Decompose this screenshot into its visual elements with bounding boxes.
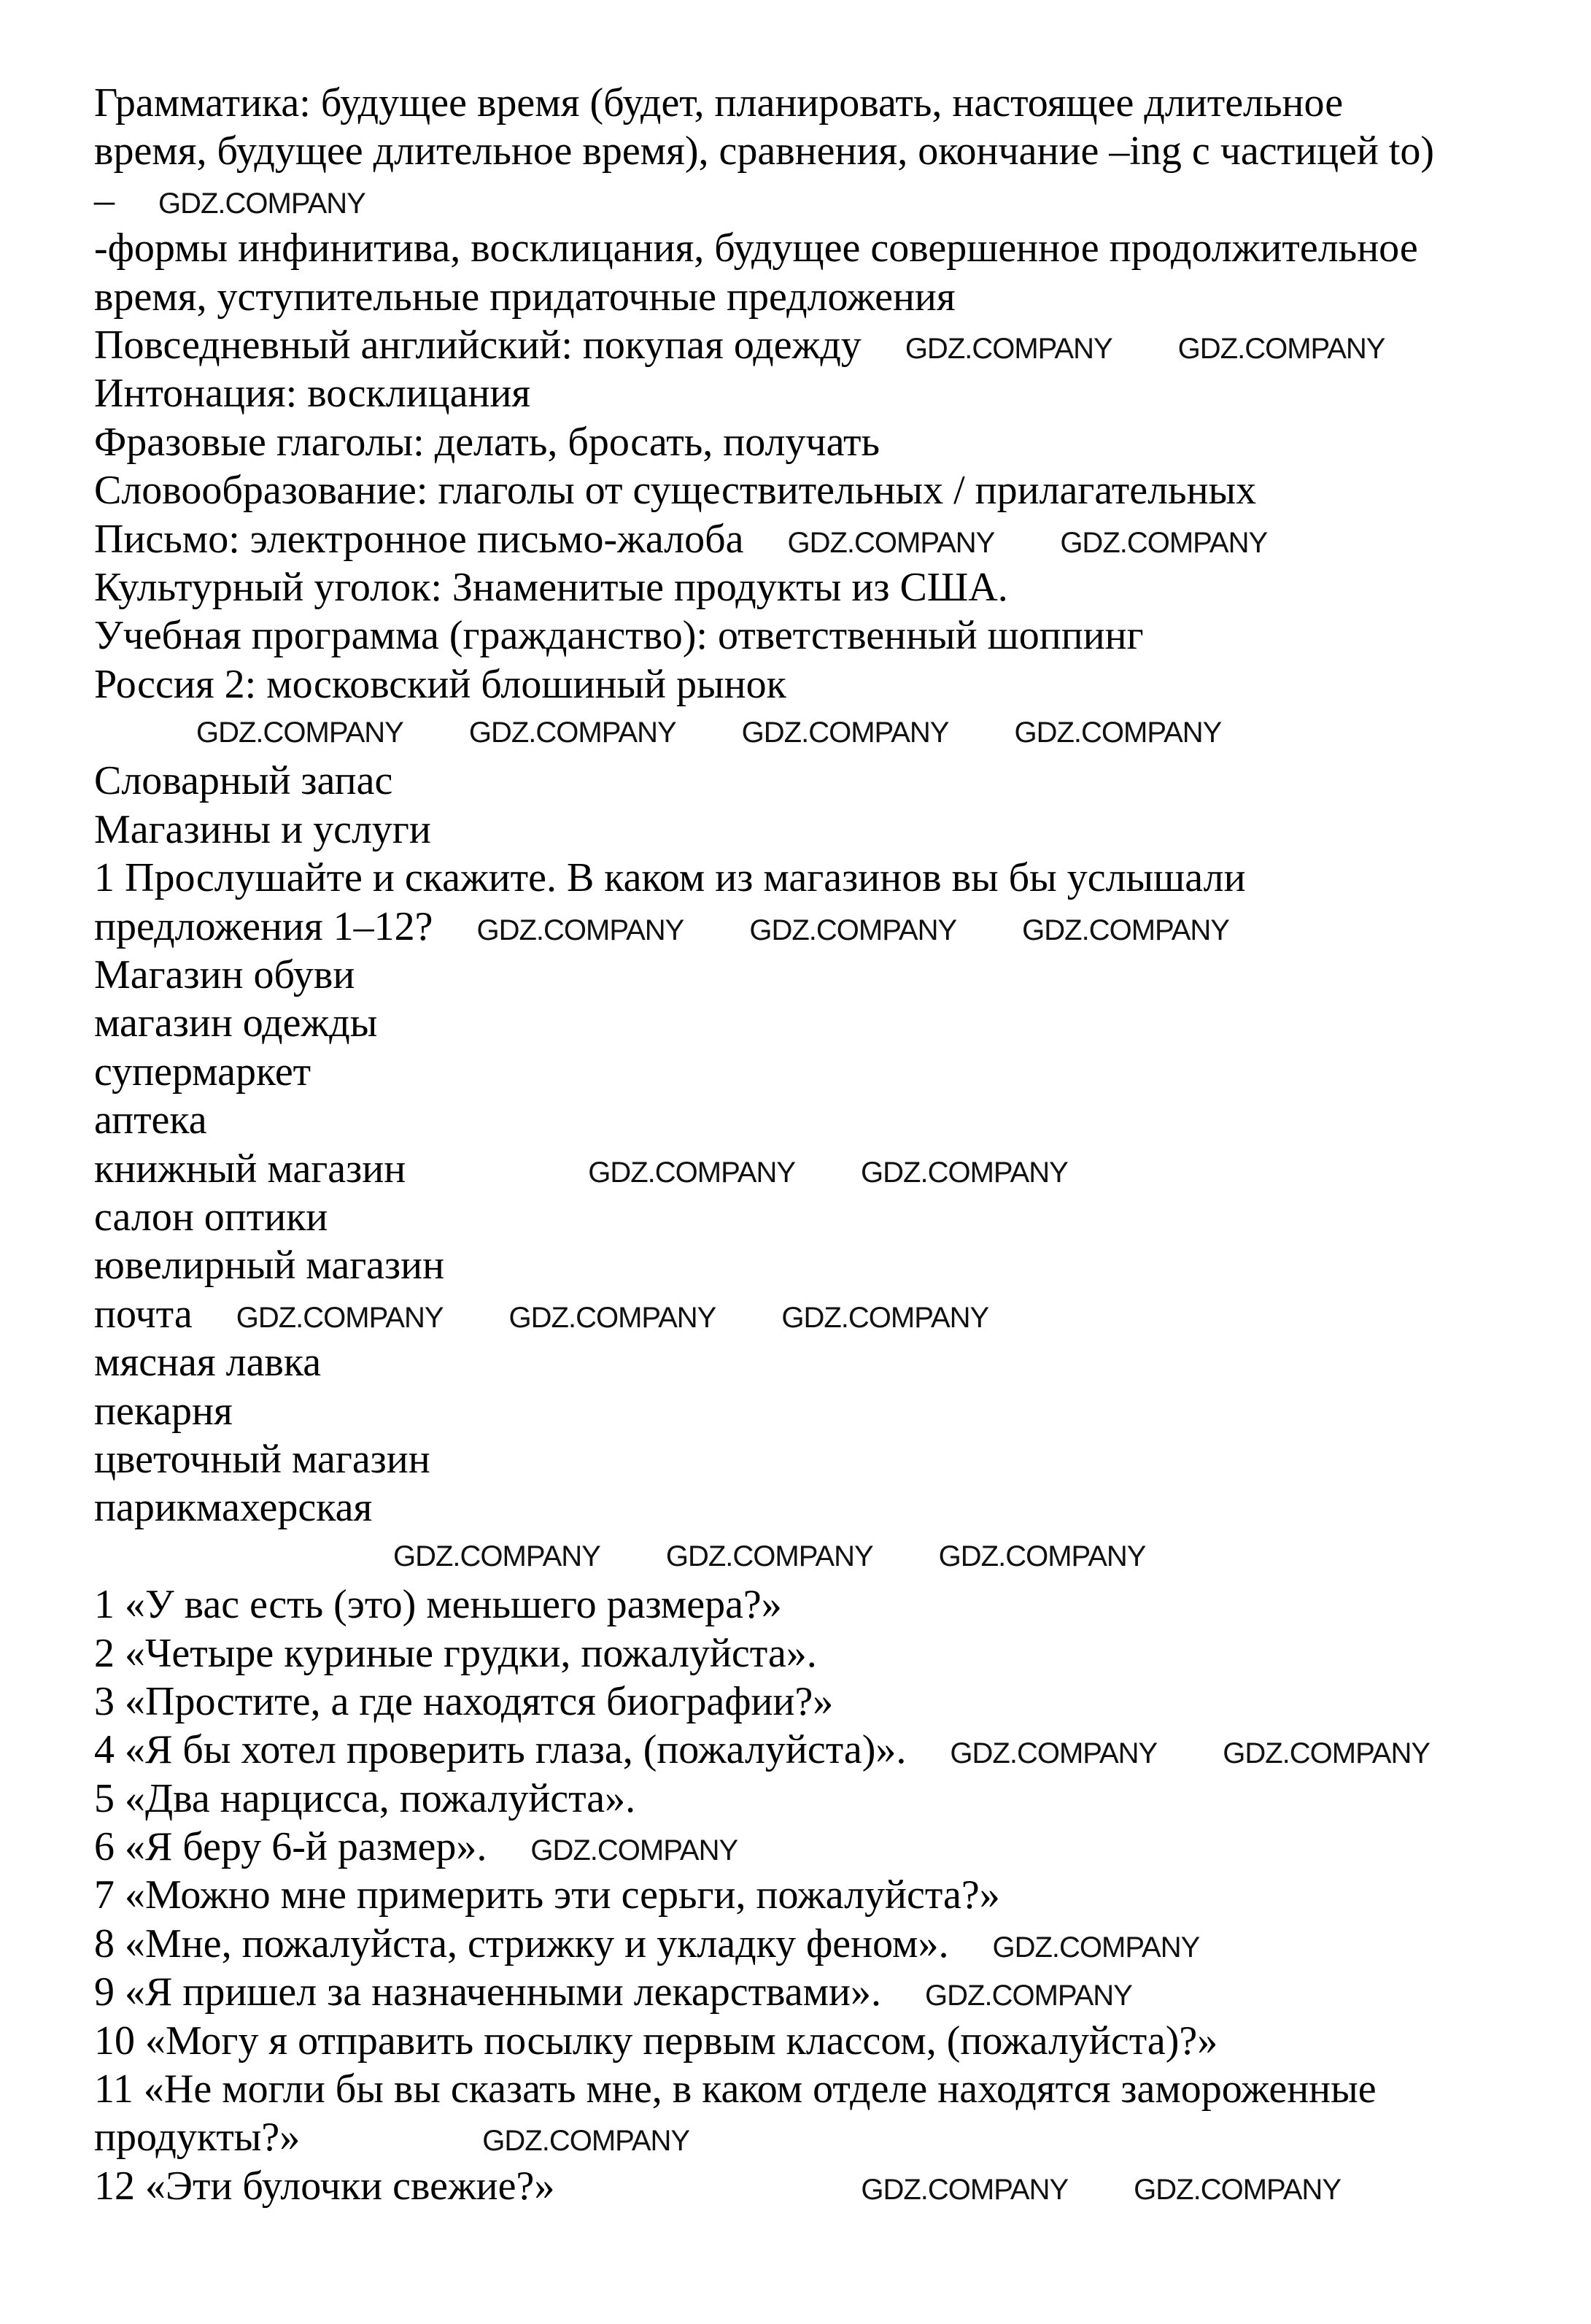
shop-item [94,1338,1553,1386]
watermark-text: GDZ.COMPANY [1014,717,1222,749]
watermark-text: GDZ.COMPANY [665,1540,873,1572]
sentence-item [94,2162,1553,2210]
sentence-text: 5 «Два нарцисса, пожалуйста». [94,1775,636,1821]
watermark-text: GDZ.COMPANY [992,1931,1200,1964]
sentence-text: 11 «Не могли бы вы сказать мне, в каком отделе находятся замороженные [94,2066,1377,2112]
shop-item [94,1435,1553,1483]
watermark-text: GDZ.COMPANY [905,332,1112,365]
watermark-text: GDZ.COMPANY [508,1301,716,1334]
watermark-text: GDZ.COMPANY [1134,2173,1341,2206]
sentence-item [94,2017,1553,2065]
blank-line [94,1532,1553,1580]
sentence-item [94,1580,1553,1629]
topic-text: Словообразование: глаголы от существительных / прилагательных [94,468,1257,514]
shops-list [94,951,1553,1532]
sentence-text: 10 «Могу я отправить посылку первым классом, (пожалуйста)?» [94,2018,1218,2064]
topic-line [94,418,1553,466]
topic-text: Фразовые глаголы: делать, бросать, получать [94,419,880,465]
section-subheading [94,806,1553,854]
topic-text: Повседневный английский: покупая одежду [94,322,862,368]
section-heading-text: Словарный запас [94,758,393,804]
topic-text: время, уступительные придаточные предложения [94,274,956,320]
topic-line [94,466,1553,514]
sentence-item [94,2065,1553,2113]
shop-text: ювелирный магазин [94,1243,445,1289]
watermark-text: GDZ.COMPANY [1177,332,1385,365]
watermark-text: GDZ.COMPANY [741,717,949,749]
topic-line [94,611,1553,660]
sentence-item [94,1629,1553,1678]
shop-item [94,1193,1553,1241]
sentence-text: 3 «Простите, а где находятся биографии?» [94,1678,834,1724]
topic-text: время, будущее длительное время), сравнения, окончание –ing с частицей to) [94,128,1435,174]
sentence-text: 1 «У вас есть (это) меньшего размера?» [94,1582,782,1628]
topic-text: Интонация: восклицания [94,371,531,417]
watermark-text: GDZ.COMPANY [950,1737,1158,1770]
topic-line [94,660,1553,709]
watermark-text: GDZ.COMPANY [588,1156,796,1189]
watermark-text: GDZ.COMPANY [530,1834,738,1867]
watermark-text: GDZ.COMPANY [482,2125,690,2158]
shop-text: книжный магазин [94,1146,406,1192]
topics-list [94,79,1553,709]
sentence-text: 12 «Эти булочки свежие?» [94,2163,555,2209]
topic-text: Учебная программа (гражданство): ответственный шоппинг [94,613,1144,659]
shop-item [94,1483,1553,1532]
topic-line [94,127,1553,175]
sentence-item [94,2113,1553,2161]
watermark-text: GDZ.COMPANY [158,187,365,220]
topic-line [94,321,1553,369]
sentence-text: 2 «Четыре куриные грудки, пожалуйста». [94,1630,817,1676]
shop-text: почта [94,1291,193,1337]
watermark-text: GDZ.COMPANY [236,1301,444,1334]
sentence-item [94,1678,1553,1726]
topic-text: Россия 2: московский блошиный рынок [94,661,786,707]
sentence-item [94,1775,1553,1823]
watermark-text: GDZ.COMPANY [476,914,684,946]
watermark-text: GDZ.COMPANY [925,1980,1132,2012]
sentence-item [94,1726,1553,1774]
shop-item [94,999,1553,1047]
watermark-text: GDZ.COMPANY [1060,526,1268,559]
shop-text: парикмахерская [94,1485,373,1531]
topic-text: Грамматика: будущее время (будет, планировать, настоящее длительное [94,80,1344,126]
shop-item [94,1241,1553,1289]
shop-text: Магазин обуви [94,952,355,998]
sentence-text: 8 «Мне, пожалуйста, стрижку и укладку феном». [94,1920,949,1966]
watermark-text: GDZ.COMPANY [1223,1737,1431,1770]
watermark-text: GDZ.COMPANY [1022,914,1229,946]
shop-item [94,1145,1553,1193]
shop-text: пекарня [94,1388,233,1434]
task-text: предложения 1–12? [94,903,433,949]
shop-text: супермаркет [94,1049,311,1095]
task-text: 1 Прослушайте и скажите. В каком из магазинов вы бы услышали [94,855,1246,901]
shop-text: цветочный магазин [94,1436,430,1482]
task-instruction [94,903,1553,951]
topic-line [94,515,1553,563]
watermark-text: GDZ.COMPANY [861,2173,1069,2206]
shop-text: мясная лавка [94,1340,322,1386]
shop-item [94,1096,1553,1144]
topic-line [94,563,1553,611]
shop-item [94,951,1553,999]
sentence-item [94,1920,1553,1968]
watermark-text: GDZ.COMPANY [468,717,676,749]
watermark-text: GDZ.COMPANY [787,526,995,559]
sentence-item [94,1871,1553,1919]
sentence-text: 7 «Можно мне примерить эти серьги, пожалуйста?» [94,1872,1000,1918]
topic-text: -формы инфинитива, восклицания, будущее совершенное продолжительное [94,225,1418,271]
sentences-list [94,1580,1553,2210]
topic-line [94,273,1553,321]
blank-line [94,709,1553,757]
shop-item [94,1290,1553,1338]
sentence-text: 4 «Я бы хотел проверить глаза, (пожалуйста)». [94,1727,907,1773]
task-instruction [94,854,1553,902]
watermark-text: GDZ.COMPANY [938,1540,1146,1572]
sentence-item [94,1823,1553,1871]
shop-item [94,1048,1553,1096]
watermark-text: GDZ.COMPANY [781,1301,989,1334]
watermark-text: GDZ.COMPANY [861,1156,1068,1189]
topic-line [94,79,1553,127]
topic-text: Культурный уголок: Знаменитые продукты из США. [94,564,1008,610]
sentence-text: 6 «Я беру 6-й размер». [94,1824,487,1870]
watermark-text: GDZ.COMPANY [196,717,403,749]
document-page [94,79,1553,2210]
watermark-text: GDZ.COMPANY [749,914,957,946]
shop-item [94,1387,1553,1435]
shop-text: салон оптики [94,1194,328,1240]
topic-text: Письмо: электронное письмо-жалоба [94,516,744,562]
section-heading [94,757,1553,805]
sentence-item [94,1968,1553,2016]
topic-line [94,369,1553,417]
sentence-text: 9 «Я пришел за назначенными лекарствами». [94,1969,882,2015]
topic-line [94,176,1553,224]
shop-text: аптека [94,1097,207,1143]
topic-text: – [94,177,115,223]
section-subheading-text: Магазины и услуги [94,806,431,852]
sentence-text: продукты?» [94,2115,301,2161]
topic-line [94,224,1553,272]
watermark-text: GDZ.COMPANY [393,1540,600,1572]
shop-text: магазин одежды [94,1000,378,1046]
